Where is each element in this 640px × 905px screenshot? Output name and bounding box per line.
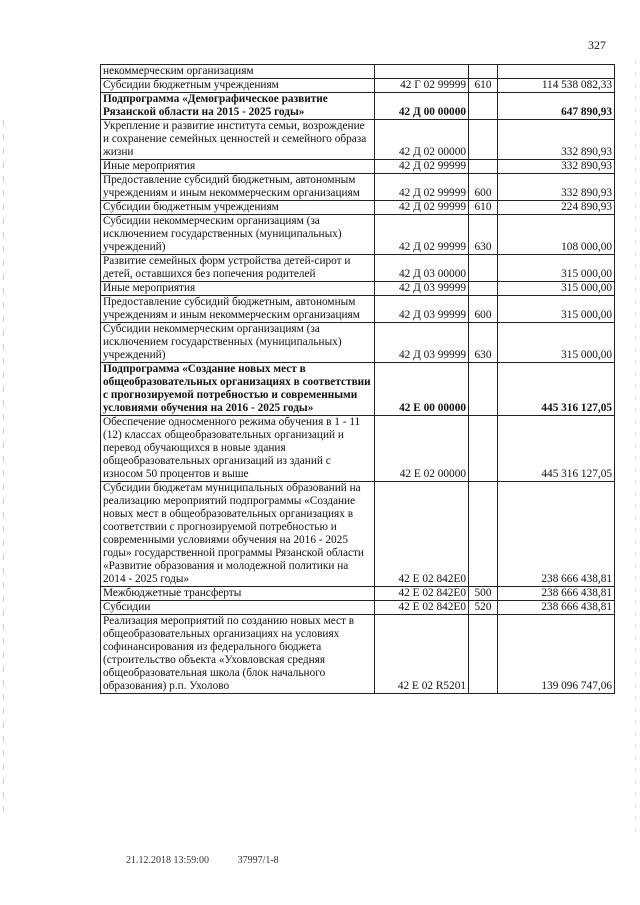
- row-name-cell: некоммерческим организациям: [101, 65, 375, 79]
- row-amount-cell: 315 000,00: [498, 323, 615, 363]
- row-expense-type-cell: 610: [469, 79, 498, 93]
- table-row: [101, 79, 615, 93]
- row-code-cell: 42 Е 02 842Е0: [375, 482, 469, 587]
- row-name-cell: Развитие семейных форм устройства детей-сирот и детей, оставшихся без попечения родителей: [101, 255, 375, 282]
- row-name-cell: Субсидии бюджетам муниципальных образований на реализацию мероприятий подпрограммы «Создание новых мест в общеобразовательных организациях в соответствии с прогнозируемой потребностью и современными условиями обучения на 2016 - 2025 годы» государственной программы Рязанской области «Развитие образования и молодежной политики на 2014 - 2025 годы»: [101, 482, 375, 587]
- row-amount-cell: 332 890,93: [498, 160, 615, 174]
- row-amount-cell: 108 000,00: [498, 215, 615, 255]
- row-name-cell: Субсидии некоммерческим организациям (за исключением государственных (муниципальных) учреждений): [101, 323, 375, 363]
- row-name-cell: Подпрограмма «Создание новых мест в общеобразовательных организациях в соответствии с прогнозируемой потребностью и современными условиями обучения на 2016 - 2025 годы»: [101, 363, 375, 416]
- row-code-cell: 42 Д 00 00000: [375, 93, 469, 120]
- row-name-cell: Подпрограмма «Демографическое развитие Рязанской области на 2015 - 2025 годы»: [101, 93, 375, 120]
- row-expense-type-cell: [469, 416, 498, 482]
- table-row: [101, 601, 615, 615]
- row-expense-type-cell: 500: [469, 587, 498, 601]
- row-expense-type-cell: 630: [469, 215, 498, 255]
- row-code-cell: 42 Г 02 99999: [375, 79, 469, 93]
- table-row: [101, 215, 615, 255]
- table-row: [101, 363, 615, 416]
- row-expense-type-cell: [469, 93, 498, 120]
- page-number: 327: [588, 38, 606, 52]
- row-expense-type-cell: [469, 282, 498, 296]
- row-expense-type-cell: 600: [469, 296, 498, 323]
- table-row: [101, 282, 615, 296]
- table-row: [101, 416, 615, 482]
- row-amount-cell: [498, 65, 615, 79]
- row-expense-type-cell: [469, 160, 498, 174]
- row-code-cell: 42 Д 02 99999: [375, 174, 469, 201]
- row-expense-type-cell: 600: [469, 174, 498, 201]
- row-expense-type-cell: [469, 363, 498, 416]
- row-name-cell: Обеспечение односменного режима обучения в 1 - 11 (12) классах общеобразовательных организаций и перевод обучающихся в новые здания общеобразовательных организаций из зданий с износом 50 процентов и выше: [101, 416, 375, 482]
- table-row: [101, 615, 615, 694]
- row-name-cell: Субсидии бюджетным учреждениям: [101, 79, 375, 93]
- row-name-cell: Субсидии: [101, 601, 375, 615]
- row-expense-type-cell: [469, 120, 498, 160]
- row-amount-cell: 332 890,93: [498, 120, 615, 160]
- row-amount-cell: 224 890,93: [498, 201, 615, 215]
- row-code-cell: 42 Е 02 00000: [375, 416, 469, 482]
- row-name-cell: Межбюджетные трансферты: [101, 587, 375, 601]
- row-code-cell: [375, 65, 469, 79]
- table-row: [101, 255, 615, 282]
- row-amount-cell: 238 666 438,81: [498, 587, 615, 601]
- row-amount-cell: 315 000,00: [498, 255, 615, 282]
- table-row: [101, 65, 615, 79]
- row-code-cell: 42 Д 03 99999: [375, 282, 469, 296]
- row-name-cell: Реализация мероприятий по созданию новых мест в общеобразовательных организациях на условиях софинансирования из федерального бюджета (строительство объекта «Уховловская средняя общеобразовательная школа (блок начального образования) р.п. Ухолово: [101, 615, 375, 694]
- row-amount-cell: 445 316 127,05: [498, 363, 615, 416]
- row-name-cell: Иные мероприятия: [101, 282, 375, 296]
- table-row: [101, 201, 615, 215]
- table-row: [101, 93, 615, 120]
- row-code-cell: 42 Д 03 99999: [375, 296, 469, 323]
- row-name-cell: Укрепление и развитие института семьи, возрождение и сохранение семейных ценностей и семейного образа жизни: [101, 120, 375, 160]
- row-code-cell: 42 Е 02 842Е0: [375, 587, 469, 601]
- row-amount-cell: 445 316 127,05: [498, 416, 615, 482]
- row-code-cell: 42 Д 02 99999: [375, 215, 469, 255]
- table-row: [101, 296, 615, 323]
- footer-doc-id: 37997/1-8: [237, 855, 279, 866]
- row-expense-type-cell: [469, 482, 498, 587]
- row-code-cell: 42 Д 02 99999: [375, 160, 469, 174]
- scan-edge-left: [3, 120, 4, 820]
- row-expense-type-cell: [469, 65, 498, 79]
- row-name-cell: Субсидии бюджетным учреждениям: [101, 201, 375, 215]
- row-amount-cell: 332 890,93: [498, 174, 615, 201]
- row-amount-cell: 139 096 747,06: [498, 615, 615, 694]
- row-name-cell: Предоставление субсидий бюджетным, автономным учреждениям и иным некоммерческим организациям: [101, 296, 375, 323]
- row-expense-type-cell: 520: [469, 601, 498, 615]
- table-row: [101, 587, 615, 601]
- table-row: [101, 160, 615, 174]
- row-code-cell: 42 Д 03 99999: [375, 323, 469, 363]
- row-code-cell: 42 Д 02 99999: [375, 201, 469, 215]
- row-code-cell: 42 Е 02 R5201: [375, 615, 469, 694]
- row-code-cell: 42 Д 02 00000: [375, 120, 469, 160]
- table-row: [101, 174, 615, 201]
- row-amount-cell: 114 538 082,33: [498, 79, 615, 93]
- table-row: [101, 323, 615, 363]
- row-amount-cell: 315 000,00: [498, 296, 615, 323]
- table-row: [101, 482, 615, 587]
- footer-datetime: 21.12.2018 13:59:00: [126, 855, 210, 866]
- row-expense-type-cell: 610: [469, 201, 498, 215]
- row-name-cell: Предоставление субсидий бюджетным, автономным учреждениям и иным некоммерческим организациям: [101, 174, 375, 201]
- row-expense-type-cell: [469, 615, 498, 694]
- row-expense-type-cell: 630: [469, 323, 498, 363]
- row-name-cell: Субсидии некоммерческим организациям (за исключением государственных (муниципальных) учреждений): [101, 215, 375, 255]
- row-expense-type-cell: [469, 255, 498, 282]
- row-code-cell: 42 Е 00 00000: [375, 363, 469, 416]
- row-code-cell: 42 Е 02 842Е0: [375, 601, 469, 615]
- row-amount-cell: 647 890,93: [498, 93, 615, 120]
- budget-table-body: [101, 65, 615, 694]
- row-code-cell: 42 Д 03 00000: [375, 255, 469, 282]
- row-amount-cell: 238 666 438,81: [498, 482, 615, 587]
- table-row: [101, 120, 615, 160]
- row-amount-cell: 238 666 438,81: [498, 601, 615, 615]
- row-name-cell: Иные мероприятия: [101, 160, 375, 174]
- footer: [126, 855, 305, 866]
- row-amount-cell: 315 000,00: [498, 282, 615, 296]
- scan-edge-right: [635, 60, 636, 840]
- budget-table: [100, 64, 615, 694]
